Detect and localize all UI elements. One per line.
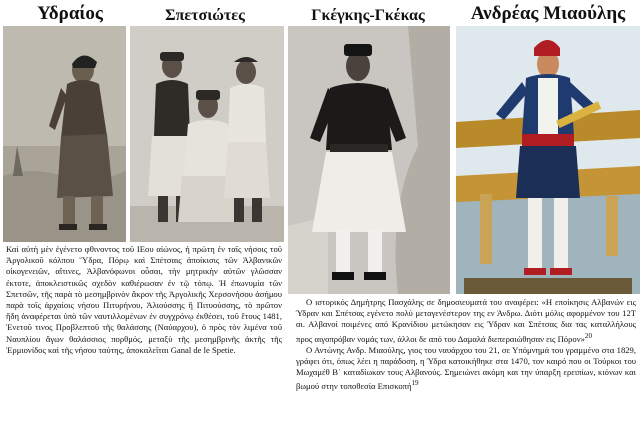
- hydriot-photo: [3, 26, 126, 242]
- miaoulis-note: Ο Αντώνης Ανδρ. Μιαούλης, γιος του ναυάρχου του 21, σε Υπόμνημά του γραμμένο στα 1829, γράφει ότι, όπως λέει η παράδοση, η Ύδρα κατοικήθηκε στα 1470, τον καιρό που οι Τούρκοι του Μωχαμέθ Β΄ καταδίωκαν τους Αλβανούς. Σημειώνει ακόμη και την ύπαρξη ερειπίων, κιόνων και βωμού στην τοποθεσία Επισκοπή: [296, 344, 636, 392]
- left-caption-text: Καί αὐτὴ μὲν ἐγένετο φθινοντος τοῦ ΙΕου αἰώνος, ἡ πρώτη ἐν ταῖς νήσοις τοῦ Ἀργολικοῦ κόλπου Ὕδρα, Πόρῳ καὶ Σπέτσαις ἀποίκισις τῶν Ἀλβανικῶν οἰκογενειῶν, αἵτινες, Ἀλβανόφωνοι οὖσαι, τὴν μητρικὴν αὐτῶν γλῶσσαν ἐκτοτε, ἀποκλειστικῶς σχεδὸν καθιέρωσαν ἐν τῷ τόπῳ. Ἡ ἐπωνυμία τῶν Σπετσῶν, τῆς παρὰ τὸ μεσημβρινὸν ἄκρον τῆς Ἀργολικῆς Χερσονήσου ἀσήμου παρὰ τοῖς ἀρχαίοις νήσου Πιτυρήνου, Ἀλιούσσης ἢ Πιτυούσσης, τὸ πρῶτον ἤδη ἀναφέρεται ὑπὸ τῶν ναυτιλλομένων ἐν συγχρόνῳ ἐκθέσει, τοῦ ἔτους 1481, Ἐνετοῦ τινος Προβλεπτοῦ τῆς θαλάσσης (Ναύαρχου), ὁ πρὸς τὸν λιμένα τοῦ Ναυπλίου ἄγων θαλάσσιος πορθμός, μεταξὺ τῆς μεσημβρινῆς ἀκτῆς τῆς Ἑρμιονίδος καὶ τῆς νήσου ταύτης, ἀποκαλεῖται Ganal de le Spetie.: [6, 244, 282, 355]
- spetsiotes-photo: [130, 26, 284, 242]
- title-gkekis: Γκέγκης-Γκέκας: [311, 7, 425, 24]
- gkekis-photo: [288, 26, 450, 294]
- title-hydriot: Υδραίος: [37, 3, 103, 24]
- footnote-ref-20: 20: [584, 331, 593, 340]
- paschalis-quote: Ο ιστορικός Δημήτρης Πασχάλης σε δημοσιευματά του αναφέρει: «Η εποίκησις Αλβανών εις Ύδραν και Σπέτσας εγένετο πολύ μεταγενέστερον της εν Άνδρω. Διότι μόλις αφορμένον του 12Τ αι. Αλβανοί ποιμένες από Κρανίδιου μετώκησαν εις Ύδραν και Σπέτσας δια τας καταλλήλους προς αιγοπρόβαν νομάς των, άλλοι δε από του Δαμαλά διεπεραιώθησαν εις Πόρον»: [296, 297, 636, 344]
- title-miaoulis: Ανδρέας Μιαούλης: [470, 3, 626, 24]
- miaoulis-painting: [456, 26, 640, 294]
- right-caption-text: [296, 297, 636, 392]
- miaoulis-paragraph: [296, 345, 636, 393]
- paschalis-paragraph: [296, 297, 636, 345]
- title-spetsiotes: Σπετσιώτες: [165, 7, 245, 24]
- footnote-ref-19: 19: [411, 379, 419, 388]
